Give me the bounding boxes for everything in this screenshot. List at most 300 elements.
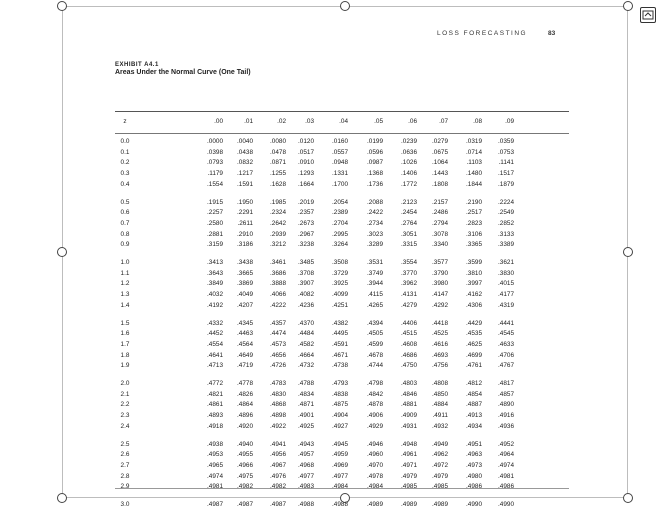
table-cell: .3790 (432, 269, 448, 277)
table-cell: .3729 (332, 269, 348, 277)
z-value: 1.5 (120, 319, 130, 327)
table-cell: .4893 (207, 412, 223, 420)
z-value: 2.8 (120, 472, 130, 480)
table-cell: .4948 (401, 440, 417, 448)
z-value: 1.9 (120, 362, 130, 370)
table-cell: .2257 (207, 209, 223, 217)
table-cell: .1103 (466, 159, 482, 167)
table-cell: .4463 (237, 330, 253, 338)
table-cell: .0080 (270, 138, 286, 145)
table-cell: .4115 (367, 291, 383, 299)
table-cell: .0987 (367, 159, 383, 167)
table-cell: .3023 (367, 230, 383, 238)
table-cell: .4573 (270, 340, 286, 348)
table-cell: .4989 (432, 501, 448, 508)
table-cell: .4599 (367, 340, 383, 348)
table-cell: .4641 (207, 351, 223, 359)
z-value: 0.4 (120, 180, 130, 188)
table-cell: .4772 (207, 380, 223, 387)
table-cell: .4357 (270, 319, 286, 327)
table-cell: .4162 (466, 291, 482, 299)
table-cell: .4279 (401, 301, 417, 309)
table-cell: .4535 (466, 330, 482, 338)
table-cell: .4975 (237, 472, 253, 480)
table-cell: .4936 (498, 422, 514, 430)
table-cell: .1700 (332, 180, 348, 188)
table-cell: .4693 (432, 351, 448, 359)
table-cell: .2157 (432, 198, 448, 206)
table-cell: .0279 (432, 138, 448, 145)
table-cell: .4265 (367, 301, 383, 309)
z-value: 3.0 (120, 501, 130, 508)
table-cell: .3133 (498, 230, 514, 238)
table-cell: .4988 (332, 501, 348, 508)
table-cell: .2995 (332, 230, 348, 238)
table-cell: .2881 (207, 230, 223, 238)
table-cell: .2764 (401, 219, 417, 227)
table-cell: .4726 (270, 362, 286, 370)
running-head: LOSS FORECASTING (437, 30, 528, 37)
table-cell: .3389 (498, 241, 514, 249)
table-cell: .1480 (466, 170, 482, 178)
table-cell: .4812 (466, 380, 482, 387)
table-cell: .3238 (298, 241, 314, 249)
table-cell: .4306 (466, 301, 482, 309)
table-cell: .4986 (498, 483, 514, 491)
z-value: 0.9 (120, 241, 130, 249)
table-cell: .1808 (432, 180, 448, 188)
table-cell: .4582 (298, 340, 314, 348)
z-value: 1.8 (120, 351, 130, 359)
column-header: .04 (339, 118, 348, 125)
table-cell: .4973 (466, 461, 482, 469)
table-cell: .4878 (367, 401, 383, 409)
resize-handle-bottom-right[interactable] (623, 493, 633, 503)
table-cell: .4979 (401, 472, 417, 480)
table-cell: .4319 (498, 301, 514, 309)
table-cell: .4904 (332, 412, 348, 420)
table-cell: .4987 (270, 501, 286, 508)
table-cell: .4846 (401, 390, 417, 398)
table-cell: .4906 (367, 412, 383, 420)
table-cell: .3340 (432, 241, 448, 249)
page-number: 83 (548, 30, 556, 37)
table-cell: .4949 (432, 440, 448, 448)
table-cell: .3531 (367, 259, 383, 266)
table-cell: .4826 (237, 390, 253, 398)
table-cell: .3078 (432, 230, 448, 238)
resize-handle-middle-left[interactable] (57, 247, 67, 257)
z-value: 2.3 (120, 412, 130, 420)
table-cell: .0557 (332, 148, 348, 156)
table-cell: .3577 (432, 259, 448, 266)
crop-button[interactable] (640, 7, 656, 23)
table-cell: .4987 (207, 501, 223, 508)
table-cell: .4382 (332, 319, 348, 327)
table-cell: .4756 (432, 362, 448, 370)
table-cell: .3599 (466, 259, 482, 266)
table-cell: .4969 (332, 461, 348, 469)
table-cell: .1026 (401, 159, 417, 167)
table-cell: .3749 (367, 269, 383, 277)
table-cell: .1179 (207, 170, 223, 178)
z-value: 2.4 (120, 422, 130, 430)
table-cell: .4750 (401, 362, 417, 370)
table-cell: .4192 (207, 301, 223, 309)
table-cell: .2190 (466, 198, 482, 206)
table-cell: .4664 (298, 351, 314, 359)
table-cell: .2823 (466, 219, 482, 227)
table-cell: .3997 (466, 280, 482, 288)
resize-handle-bottom-left[interactable] (57, 493, 67, 503)
table-cell: .2734 (367, 219, 383, 227)
table-cell: .4744 (367, 362, 383, 370)
table-cell: .4671 (332, 351, 348, 359)
table-cell: .4082 (298, 291, 314, 299)
table-cell: .4857 (498, 390, 514, 398)
table-cell: .3159 (207, 241, 223, 249)
crop-icon (641, 8, 655, 22)
table-cell: .4778 (237, 380, 253, 387)
table-cell: .2324 (270, 209, 286, 217)
table-cell: .4798 (367, 380, 383, 387)
table-cell: .4977 (298, 472, 314, 480)
table-cell: .4990 (466, 501, 482, 508)
z-value: 2.7 (120, 461, 130, 469)
z-value: 1.7 (120, 340, 130, 348)
table-cell: .4916 (498, 412, 514, 420)
table-cell: .1331 (332, 170, 348, 178)
table-cell: .4922 (270, 422, 286, 430)
table-cell: .4608 (401, 340, 417, 348)
column-header: .05 (374, 118, 383, 125)
table-cell: .1844 (466, 180, 482, 188)
table-cell: .4505 (367, 330, 383, 338)
table-cell: .4207 (237, 301, 253, 309)
table-cell: .4830 (270, 390, 286, 398)
table-cell: .4147 (432, 291, 448, 299)
table-cell: .4887 (466, 401, 482, 409)
table-cell: .4767 (498, 362, 514, 370)
table-cell: .0438 (237, 148, 253, 156)
z-value: 1.2 (120, 280, 130, 288)
table-cell: .4934 (466, 422, 482, 430)
table-cell: .4970 (367, 461, 383, 469)
table-cell: .4834 (298, 390, 314, 398)
z-value: 1.6 (120, 330, 130, 338)
table-cell: .4974 (207, 472, 223, 480)
table-cell: .4890 (498, 401, 514, 409)
table-cell: .4808 (432, 380, 448, 387)
table-cell: .4972 (432, 461, 448, 469)
table-cell: .4983 (298, 483, 314, 491)
table-cell: .4990 (498, 501, 514, 508)
table-cell: .1915 (207, 198, 223, 206)
table-cell: .4931 (401, 422, 417, 430)
table-cell: .4732 (298, 362, 314, 370)
table-cell: .1591 (237, 180, 253, 188)
table-cell: .1217 (237, 170, 253, 178)
table-cell: .4884 (432, 401, 448, 409)
table-cell: .3438 (237, 259, 253, 266)
table-cell: .4817 (498, 380, 514, 387)
table-cell: .3554 (401, 259, 417, 266)
table-cell: .4956 (270, 451, 286, 459)
table-cell: .4861 (207, 401, 223, 409)
table-cell: .0871 (270, 159, 286, 167)
table-cell: .4875 (332, 401, 348, 409)
table-cell: .4959 (332, 451, 348, 459)
table-cell: .2794 (432, 219, 448, 227)
table-cell: .4686 (401, 351, 417, 359)
column-header: .09 (505, 118, 514, 125)
table-cell: .4962 (432, 451, 448, 459)
z-value: 0.5 (120, 198, 130, 206)
table-cell: .4989 (367, 501, 383, 508)
z-value: 0.1 (120, 148, 130, 156)
table-cell: .3770 (401, 269, 417, 277)
table-cell: .4713 (207, 362, 223, 370)
table-cell: .2673 (298, 219, 314, 227)
table-cell: .4946 (367, 440, 383, 448)
table-cell: .2123 (401, 198, 417, 206)
table-cell: .0199 (367, 138, 383, 145)
column-header: .01 (244, 118, 253, 125)
table-cell: .4981 (498, 472, 514, 480)
table-cell: .4932 (432, 422, 448, 430)
table-cell: .2054 (332, 198, 348, 206)
table-cell: .4968 (298, 461, 314, 469)
z-value: 0.3 (120, 170, 130, 178)
table-cell: .4938 (207, 440, 223, 448)
table-cell: .2088 (367, 198, 383, 206)
table-cell: .2967 (298, 230, 314, 238)
table-cell: .3315 (401, 241, 417, 249)
table-cell: .4985 (401, 483, 417, 491)
table-cell: .2517 (466, 209, 482, 217)
table-cell: .2549 (498, 209, 514, 217)
table-cell: .4842 (367, 390, 383, 398)
table-cell: .2910 (237, 230, 253, 238)
table-cell: .4793 (332, 380, 348, 387)
z-value: 2.1 (120, 390, 130, 398)
table-cell: .4452 (207, 330, 223, 338)
z-header: z (123, 118, 127, 125)
table-cell: .4699 (466, 351, 482, 359)
table-cell: .4292 (432, 301, 448, 309)
table-cell: .3106 (466, 230, 482, 238)
table-cell: .4515 (401, 330, 417, 338)
table-cell: .3888 (270, 280, 286, 288)
table-cell: .0398 (207, 148, 223, 156)
table-cell: .4941 (270, 440, 286, 448)
exhibit-caption (115, 61, 251, 76)
table-cell: .0714 (466, 148, 482, 156)
table-cell: .4971 (401, 461, 417, 469)
table-cell: .4418 (432, 319, 448, 327)
table-cell: .4738 (332, 362, 348, 370)
table-cell: .4985 (432, 483, 448, 491)
table-cell: .2580 (207, 219, 223, 227)
table-cell: .0239 (401, 138, 417, 145)
table-cell: .4909 (401, 412, 417, 420)
z-value: 2.0 (120, 380, 130, 387)
z-value: 2.2 (120, 401, 130, 409)
table-cell: .4131 (401, 291, 417, 299)
table-cell: .0359 (498, 138, 514, 145)
table-cell: .0000 (207, 138, 223, 145)
table-cell: .4984 (332, 483, 348, 491)
table-cell: .1368 (367, 170, 383, 178)
table-cell: .4898 (270, 412, 286, 420)
table-cell: .4495 (332, 330, 348, 338)
table-cell: .4591 (332, 340, 348, 348)
table-cell: .4099 (332, 291, 348, 299)
table-cell: .3925 (332, 280, 348, 288)
table-cell: .4896 (237, 412, 253, 420)
table-cell: .1985 (270, 198, 286, 206)
column-header: .06 (408, 118, 417, 125)
table-cell: .4964 (498, 451, 514, 459)
column-header: .03 (305, 118, 314, 125)
table-cell: .0040 (237, 138, 253, 145)
table-cell: .4345 (237, 319, 253, 327)
table-cell: .4406 (401, 319, 417, 327)
table-cell: .3962 (401, 280, 417, 288)
table-cell: .0636 (401, 148, 417, 156)
resize-handle-top-center[interactable] (340, 1, 350, 11)
table-cell: .4633 (498, 340, 514, 348)
table-cell: .4957 (298, 451, 314, 459)
table-cell: .2454 (401, 209, 417, 217)
resize-handle-top-left[interactable] (57, 1, 67, 11)
table-cell: .4868 (270, 401, 286, 409)
table-cell: .0596 (367, 148, 383, 156)
table-cell: .4940 (237, 440, 253, 448)
table-cell: .4788 (298, 380, 314, 387)
table-cell: .4953 (207, 451, 223, 459)
table-cell: .4838 (332, 390, 348, 398)
table-cell: .4920 (237, 422, 253, 430)
table-cell: .4864 (237, 401, 253, 409)
z-value: 2.6 (120, 451, 130, 459)
resize-handle-middle-right[interactable] (623, 247, 633, 257)
table-cell: .4049 (237, 291, 253, 299)
table-cell: .4525 (432, 330, 448, 338)
table-cell: .4913 (466, 412, 482, 420)
table-cell: .0675 (432, 148, 448, 156)
table-cell: .4986 (466, 483, 482, 491)
table-cell: .1443 (432, 170, 448, 178)
table-cell: .4981 (207, 483, 223, 491)
table-cell: .4394 (367, 319, 383, 327)
table-cell: .4066 (270, 291, 286, 299)
table-cell: .2291 (237, 209, 253, 217)
table-cell: .4977 (332, 472, 348, 480)
table-cell: .4951 (466, 440, 482, 448)
z-value: 1.0 (120, 259, 130, 266)
table-cell: .1255 (270, 170, 286, 178)
table-cell: .4854 (466, 390, 482, 398)
z-value: 0.8 (120, 230, 130, 238)
table-cell: .3485 (298, 259, 314, 266)
table-cell: .2422 (367, 209, 383, 217)
table-cell: .4474 (270, 330, 286, 338)
table-cell: .3708 (298, 269, 314, 277)
table-cell: .4015 (498, 280, 514, 288)
table-cell: .4616 (432, 340, 448, 348)
table-cell: .0948 (332, 159, 348, 167)
table-cell: .1141 (498, 159, 514, 167)
table-cell: .4821 (207, 390, 223, 398)
table-cell: .4966 (237, 461, 253, 469)
table-cell: .3365 (466, 241, 482, 249)
table-cell: .4960 (367, 451, 383, 459)
column-header: .02 (277, 118, 286, 125)
table-cell: .4943 (298, 440, 314, 448)
table-cell: .3413 (207, 259, 223, 266)
table-cell: .4441 (498, 319, 514, 327)
table-cell: .2704 (332, 219, 348, 227)
table-cell: .2224 (498, 198, 514, 206)
table-cell: .4370 (298, 319, 314, 327)
table-cell: .3980 (432, 280, 448, 288)
table-cell: .4656 (270, 351, 286, 359)
resize-handle-top-right[interactable] (623, 1, 633, 11)
table-cell: .3264 (332, 241, 348, 249)
table-cell: .4177 (498, 291, 514, 299)
table-cell: .2357 (298, 209, 314, 217)
table-cell: .4564 (237, 340, 253, 348)
table-cell: .4925 (298, 422, 314, 430)
table-cell: .4979 (432, 472, 448, 480)
column-header: .00 (214, 118, 223, 125)
table-cell: .1554 (207, 180, 223, 188)
table-cell: .3212 (270, 241, 286, 249)
table-cell: .4982 (237, 483, 253, 491)
table-cell: .3830 (498, 269, 514, 277)
table-cell: .4967 (270, 461, 286, 469)
table-cell: .4032 (207, 291, 223, 299)
table-cell: .0753 (498, 148, 514, 156)
z-value: 1.4 (120, 301, 130, 309)
table-cell: .4961 (401, 451, 417, 459)
table-cell: .4918 (207, 422, 223, 430)
table-cell: .4952 (498, 440, 514, 448)
table-cell: .4484 (298, 330, 314, 338)
table-cell: .1664 (298, 180, 314, 188)
table-cell: .1517 (498, 170, 514, 178)
table-cell: .2939 (270, 230, 286, 238)
z-value: 2.5 (120, 440, 130, 448)
table-cell: .2019 (298, 198, 314, 206)
table-cell: .0832 (237, 159, 253, 167)
table-cell: .4901 (298, 412, 314, 420)
table-cell: .4987 (237, 501, 253, 508)
table-cell: .4929 (367, 422, 383, 430)
table-cell: .3849 (207, 280, 223, 288)
table-cell: .4332 (207, 319, 223, 327)
table-cell: .0517 (298, 148, 314, 156)
table-cell: .4988 (298, 501, 314, 508)
z-value: 1.1 (120, 269, 130, 277)
table-cell: .4965 (207, 461, 223, 469)
table-cell: .4955 (237, 451, 253, 459)
table-cell: .2389 (332, 209, 348, 217)
table-cell: .0478 (270, 148, 286, 156)
table-cell: .1736 (367, 180, 383, 188)
z-value: 1.3 (120, 291, 130, 299)
